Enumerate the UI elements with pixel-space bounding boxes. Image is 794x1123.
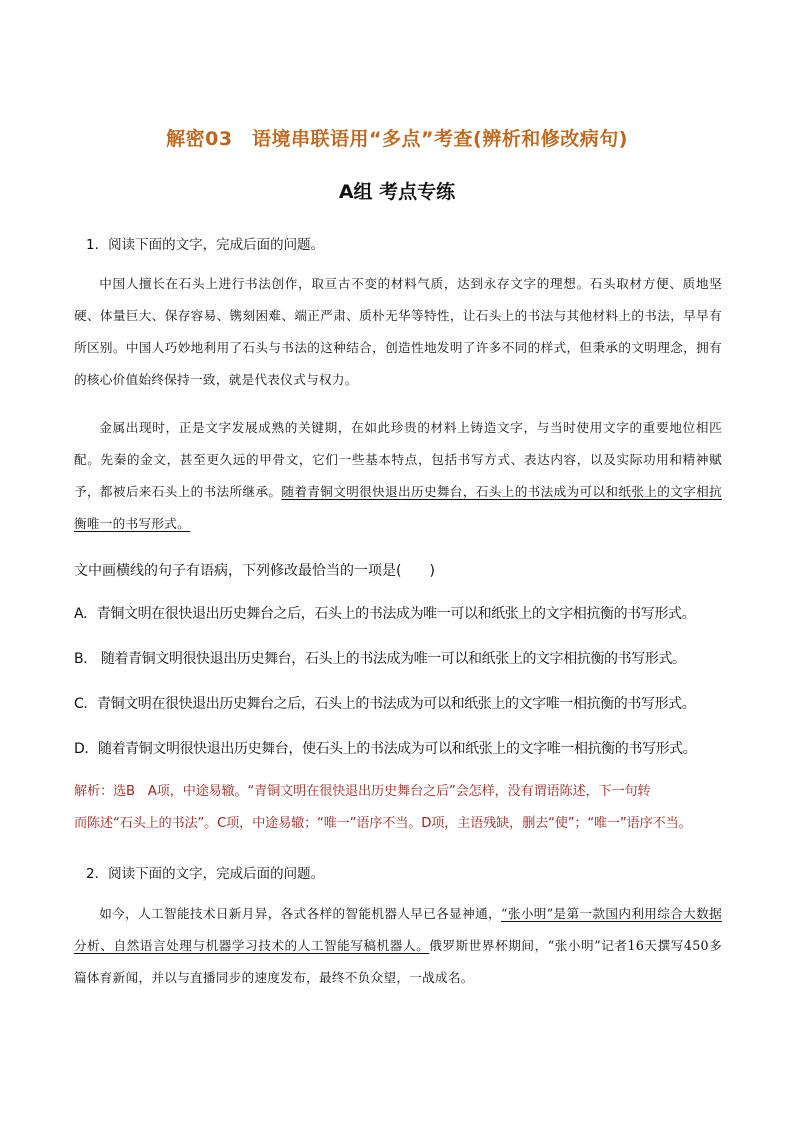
- page-title: 解密03 语境串联语用“多点”考查(辨析和修改病句): [166, 128, 628, 150]
- question-2-heading: 2．阅读下面的文字，完成后面的问题。: [86, 866, 325, 882]
- question-1-prompt: 文中画横线的句子有语病，下列修改最恰当的一项是( ): [74, 563, 435, 579]
- question-2-passage: [74, 898, 722, 994]
- answer-explanation: [74, 776, 722, 840]
- question-1-passage-paragraph-2: [74, 412, 722, 540]
- option-c: C．青铜文明在很快退出历史舞台之后，石头上的书法成为可以和纸张上的文字唯一相抗衡的书写形式。: [74, 696, 696, 712]
- passage-plain-text: 金属出现时，正是文字发展成熟的关键期，在如此珍贵的材料上铸造文字，与当时使用文字的重要地位相匹配。先秦的金文，甚至更久远的甲骨文，它们一些基本特点，包括书写方式、表达内容，以及实际功用和精神赋予，都被后来石头上的书法所继承。: [74, 420, 722, 499]
- underlined-sentence: 随着青铜文明很快退出历史舞台，石头上的书法成为可以和纸张上的文字相抗衡唯一的书写形式。: [74, 484, 722, 531]
- option-d: D．随着青铜文明很快退出历史舞台，使石头上的书法成为可以和纸张上的文字唯一相抗衡的书写形式。: [74, 741, 697, 757]
- passage-plain-text: 如今，人工智能技术日新月异，各式各样的智能机器人早已各显神通，: [99, 906, 502, 921]
- option-b: B． 随着青铜文明很快退出历史舞台，石头上的书法成为唯一可以和纸张上的文字相抗衡的书写形式。: [74, 651, 686, 667]
- underlined-sentence: “张小明”是第一款国内利用综合大数据分析、自然语言处理与机器学习技术的人工智能写稿机器人。: [74, 906, 722, 953]
- section-subtitle: A组 考点专练: [338, 181, 456, 203]
- passage-plain-text: 俄罗斯世界杯期间，“张小明”记者16天撰写450多篇体育新闻，并以与直播同步的速度发布，最终不负众望，一战成名。: [74, 938, 722, 985]
- option-a: A．青铜文明在很快退出历史舞台之后，石头上的书法成为唯一可以和纸张上的文字相抗衡的书写形式。: [74, 606, 696, 622]
- answer-line-2: 而陈述“石头上的书法”。C项，中途易辙；“唯一”语序不当。D项，主语残缺，删去“使”；“唯一”语序不当。: [74, 816, 692, 831]
- question-1-heading: 1．阅读下面的文字，完成后面的问题。: [86, 237, 325, 253]
- question-1-passage-paragraph-1: 中国人擅长在石头上进行书法创作，取亘古不变的材料气质，达到永存文字的理想。石头取材方便、质地坚硬、体量巨大、保存容易、镌刻困难、端正严肃、质朴无华等特性，让石头上的书法与其他材料上的书法，早早有所区别。中国人巧妙地利用了石头与书法的这种结合，创造性地发明了许多不同的样式，但秉承的文明理念，拥有的核心价值始终保持一致，就是代表仪式与权力。: [74, 276, 722, 387]
- answer-line-1: 解析：选B A项，中途易辙。“青铜文明在很快退出历史舞台之后”会怎样，没有谓语陈述，下一句转: [74, 784, 651, 799]
